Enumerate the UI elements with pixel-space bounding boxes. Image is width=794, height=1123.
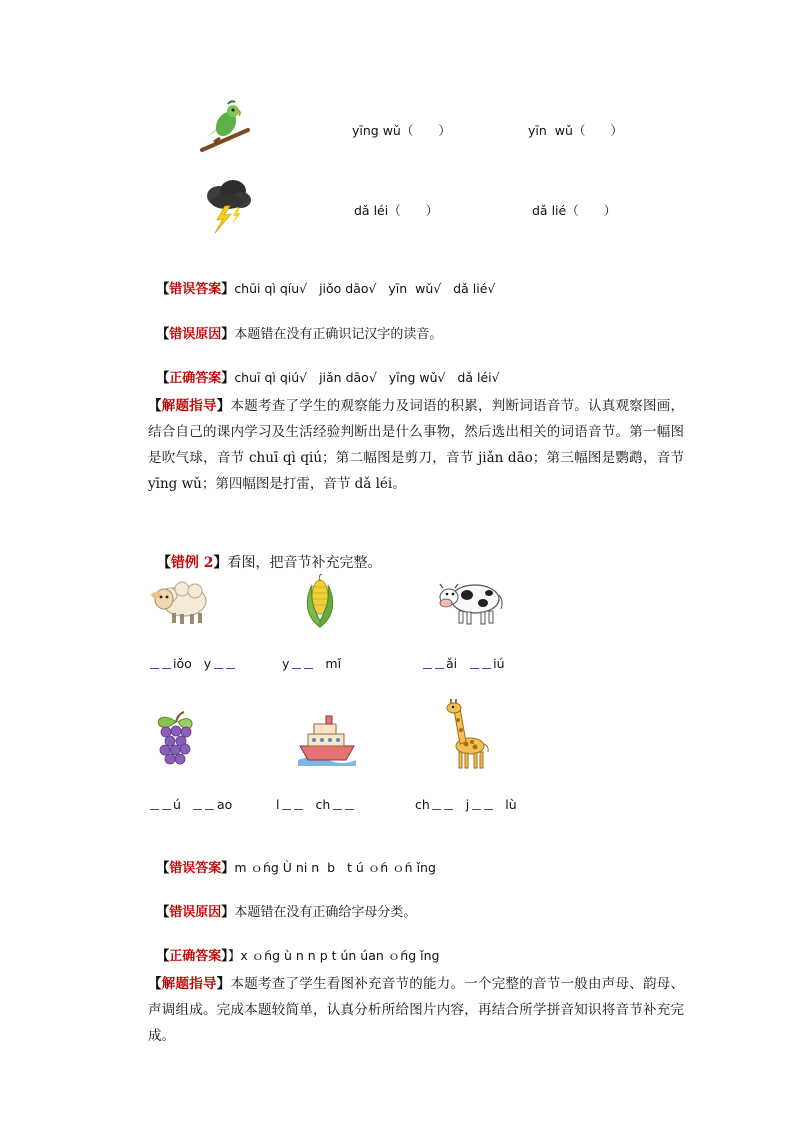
- giraffe-syllable: ch j lù: [415, 797, 517, 812]
- example2-title: 【错例 2】看图，把音节补充完整。: [156, 555, 382, 571]
- ship-syllable: l ch: [275, 797, 355, 812]
- thunder-option-a: dǎ léi（ ）: [354, 203, 439, 218]
- cow-icon: [437, 573, 505, 627]
- thunder-option-b: dǎ lié（ ）: [532, 203, 617, 218]
- wrong-reason-2: 【错误原因】本题错在没有正确给字母分类。: [156, 905, 417, 920]
- thunder-cloud-icon: [203, 178, 253, 234]
- grapes-icon: [150, 708, 200, 770]
- grapes-syllable: ú ao: [148, 797, 233, 812]
- corn-syllable: y mǐ: [282, 656, 342, 671]
- parrot-icon: [200, 98, 250, 154]
- parrot-option-a: yīng wǔ（ ）: [352, 123, 451, 138]
- wrong-answer-1: 【错误答案】chūi qì qíu√ jiǒo dāo√ yīn wǔ√ dǎ lié√: [156, 281, 496, 297]
- corn-icon: [300, 573, 340, 629]
- sheep-syllable: iǒo y: [148, 656, 236, 671]
- wrong-answer-2: 【错误答案】m ｏ́ng Ù ni n b t ú ｏ́n ｏ́n ǐng: [156, 860, 436, 876]
- ship-icon: [296, 712, 358, 768]
- correct-answer-1: 【正确答案】chuī qì qiú√ jiǎn dāo√ yīng wǔ√ dǎ léi√: [156, 370, 500, 386]
- parrot-option-b: yīn wǔ（ ）: [528, 123, 623, 138]
- guide-1: 【解题指导】本题考查了学生的观察能力及词语的积累，判断词语音节。认真观察图画，结合自己的课内学习及生活经验判断出是什么事物，然后选出相关的词语音节。第一幅图是吹气球，音节 chuī qì qiú；第二幅图是剪刀，音节 jiǎn dāo；第三幅图是鹦鹉，音节 yīng wǔ；第四幅图是打雷，音节 dǎ léi。: [148, 398, 684, 492]
- wrong-reason-1: 【错误原因】本题错在没有正确识记汉字的读音。: [156, 327, 443, 342]
- giraffe-icon: [442, 698, 492, 770]
- guide-2: 【解题指导】本题考查了学生看图补充音节的能力。一个完整的音节一般由声母、韵母、声调组成。完成本题较简单，认真分析所给图片内容，再结合所学拼音知识将音节补充完成。: [148, 976, 684, 1044]
- correct-answer-2: 【正确答案】】x ｏ́ng ù n n p t ún úan ｏ́ng ǐng: [156, 948, 440, 964]
- sheep-icon: [150, 573, 212, 627]
- cow-syllable: ǎi iú: [421, 656, 506, 671]
